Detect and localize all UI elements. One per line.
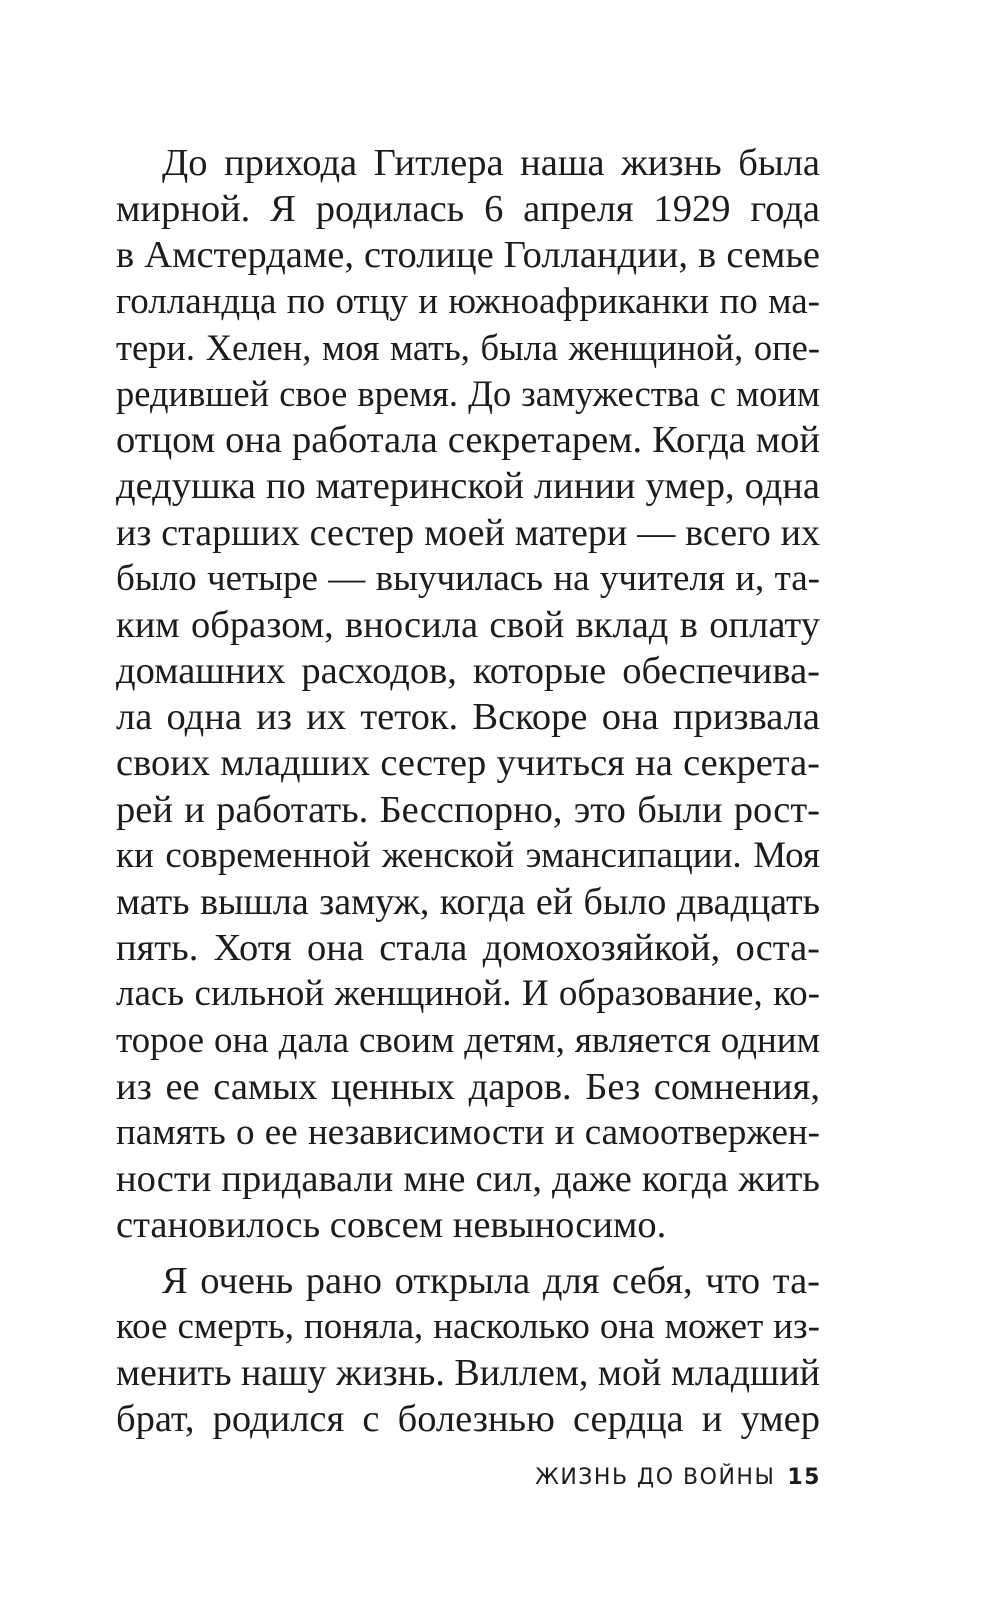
text-line: память о ее независимости и самоотвержен-: [116, 1111, 820, 1153]
text-line: менить нашу жизнь. Виллем, мой младший: [116, 1351, 820, 1394]
paragraph-1: [116, 140, 820, 1249]
page-number: 15: [787, 1465, 821, 1490]
text-line: голландца по отцу и южноафриканки по ма-: [116, 280, 820, 322]
text-line: кое смерть, поняла, насколько она может из-: [116, 1305, 820, 1347]
text-line: ла одна из их теток. Вскоре она призвала: [116, 696, 820, 739]
text-line: тери. Хелен, моя мать, была женщиной, опе-: [116, 326, 820, 368]
paragraph-2: [116, 1258, 820, 1443]
text-line: редившей свое время. До замужества с моим: [116, 372, 820, 414]
text-line: лась сильной женщиной. И образование, ко-: [116, 973, 820, 1015]
text-line: в Амстердаме, столице Голландии, в семье: [116, 234, 820, 277]
text-line: домашних расходов, которые обеспечива-: [116, 650, 820, 693]
text-line: ности придавали мне сил, даже когда жить: [116, 1158, 820, 1201]
text-line: мирной. Я родилась 6 апреля 1929 года: [116, 188, 820, 231]
body-text: [116, 140, 820, 1442]
text-line: мать вышла замуж, когда ей было двадцать: [116, 881, 820, 923]
text-line: было четыре — выучилась на учителя и, та-: [116, 557, 820, 599]
text-line: Я очень рано открыла для себя, что та-: [162, 1259, 820, 1302]
text-line: своих младших сестер учиться на секрета-: [116, 742, 820, 785]
text-line: торое она дала своим детям, является одним: [116, 1019, 820, 1061]
text-line: ки современной женской эмансипации. Моя: [116, 834, 820, 876]
running-title: ЖИЗНЬ ДО ВОЙНЫ: [535, 1465, 776, 1490]
text-line: из старших сестер моей матери — всего их: [116, 511, 820, 554]
text-line: До прихода Гитлера наша жизнь была: [162, 142, 820, 184]
paragraph-spacer: [116, 1249, 820, 1258]
text-line: дедушка по материнской линии умер, одна: [116, 465, 820, 508]
text-line: рей и работать. Бесспорно, это были рост-: [116, 788, 820, 831]
text-line: пять. Хотя она стала домохозяйкой, оста-: [116, 927, 820, 970]
text-line: брат, родился с болезнью сердца и умер: [116, 1398, 820, 1441]
text-line: из ее самых ценных даров. Без сомнения,: [116, 1065, 820, 1108]
text-line: отцом она работала секретарем. Когда мой: [116, 419, 820, 462]
text-line: становилось совсем невыносимо.: [116, 1204, 667, 1247]
page-footer: [535, 1465, 821, 1490]
text-line: ким образом, вносила свой вклад в оплату: [116, 603, 820, 646]
